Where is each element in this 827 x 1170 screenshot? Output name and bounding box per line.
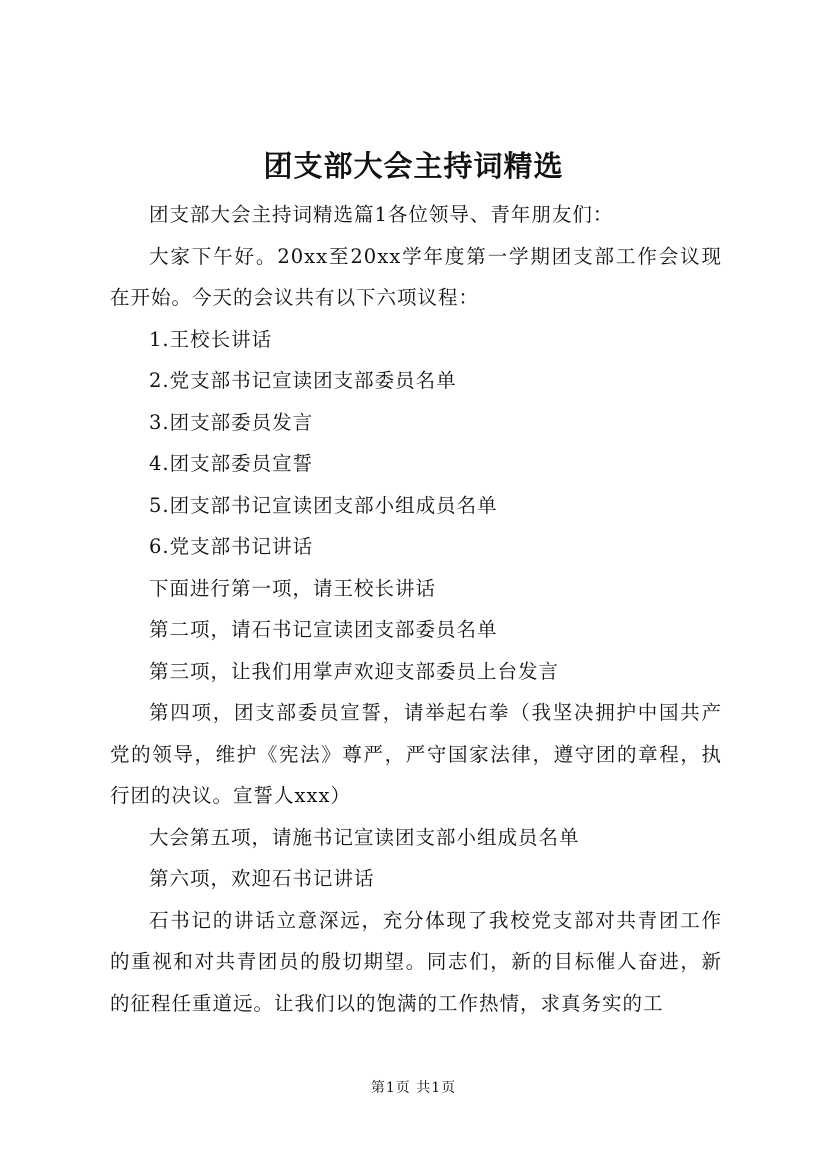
agenda-item-4: 4.团支部委员宣誓 (149, 452, 314, 475)
paragraph-item-1: 下面进行第一项，请王校长讲话 (149, 576, 437, 600)
paragraph-oath: 第四项，团支部委员宣誓，请举起右拳（我坚决拥护中国共产党的领导，维护《宪法》尊严，严守国家法律，遵守团的章程，执行团的决议。宣誓人xxx） (110, 701, 722, 807)
agenda-item-5: 5.团支部书记宣读团支部小组成员名单 (149, 493, 498, 517)
agenda-item-3: 3.团支部委员发言 (149, 410, 314, 434)
agenda-item-6: 6.党支部书记讲话 (149, 535, 314, 558)
agenda-item-2: 2.党支部书记宣读团支部委员名单 (149, 369, 457, 392)
paragraph-item-5: 大会第五项，请施书记宣读团支部小组成员名单 (149, 825, 580, 849)
paragraph-item-3: 第三项，让我们用掌声欢迎支部委员上台发言 (149, 659, 560, 683)
paragraph-item-6: 第六项，欢迎石书记讲话 (149, 867, 375, 890)
paragraph-1: 团支部大会主持词精选篇1各位领导、青年朋友们： (149, 203, 614, 226)
document-title: 团支部大会主持词精选 (263, 149, 564, 183)
paragraph-closing: 石书记的讲话立意深远，充分体现了我校党支部对共青团工作的重视和对共青团员的殷切期望。同志们，新的目标催人奋进，新的征程任重道远。让我们以的饱满的工作热情，求真务实的工 (110, 908, 722, 1015)
paragraph-2: 大家下午好。20xx至20xx学年度第一学期团支部工作会议现在开始。今天的会议共有以下六项议程： (110, 244, 722, 309)
paragraph-item-2: 第二项，请石书记宣读团支部委员名单 (149, 618, 498, 641)
document-body (110, 194, 722, 1024)
page-footer: 第1页 共1页 (370, 1080, 457, 1096)
agenda-item-1: 1.王校长讲话 (149, 327, 273, 351)
